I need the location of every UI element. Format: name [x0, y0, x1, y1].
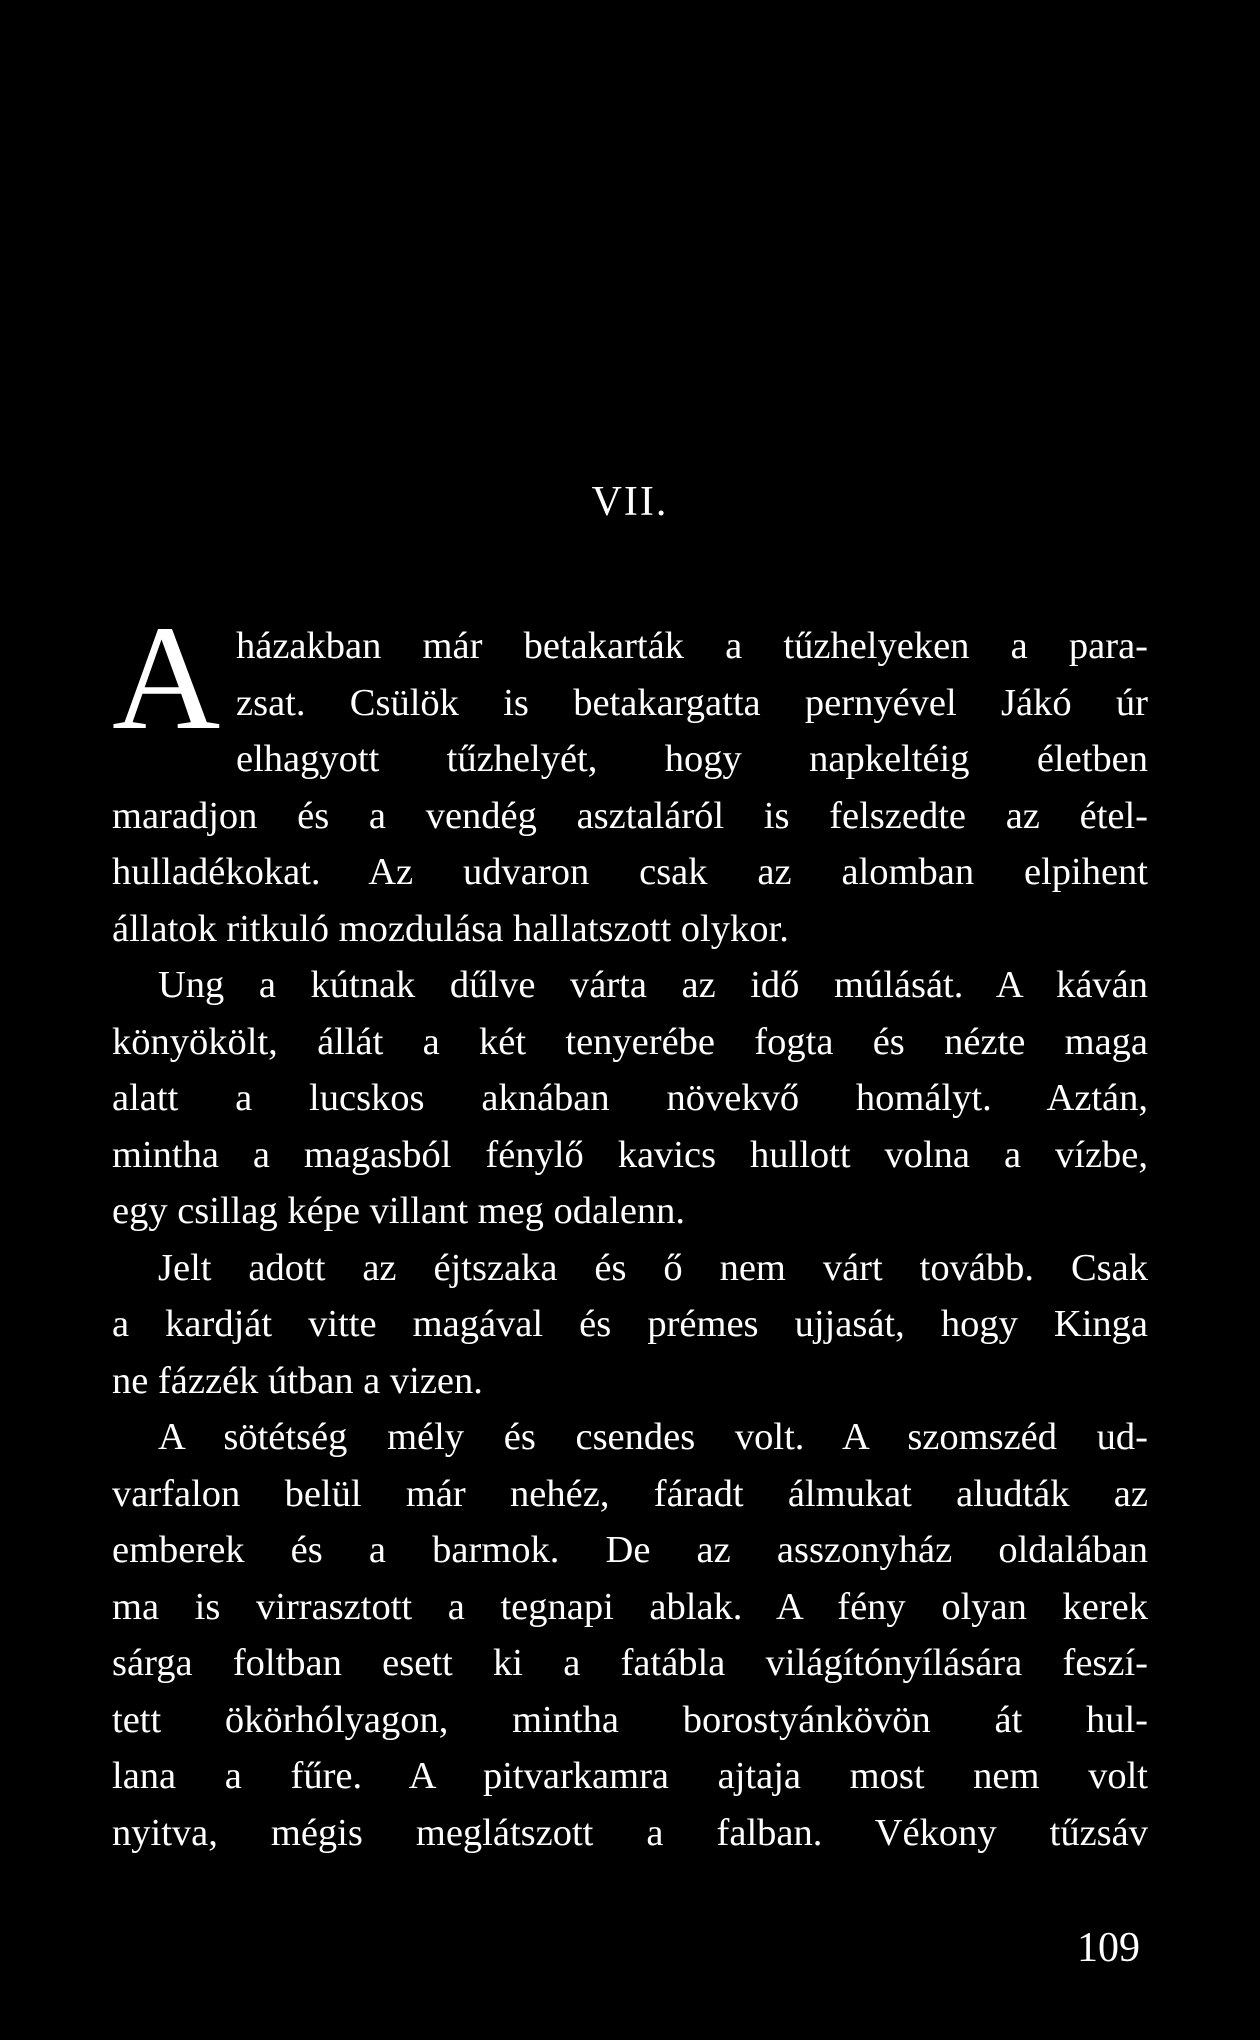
- text-line: sárga foltban esett ki a fatábla világítónyílására feszí-: [112, 1642, 1148, 1684]
- text-line: könyökölt, állát a két tenyerébe fogta és nézte maga: [112, 1020, 1148, 1063]
- page-number: 109: [1077, 1925, 1140, 1971]
- text-line: ne fázzék útban a vizen.: [112, 1359, 483, 1402]
- text-line: maradjon és a vendég asztaláról is felszedte az étel-: [112, 794, 1148, 837]
- paragraph-2: [112, 957, 1148, 1240]
- text-line: Jelt adott az éjtszaka és ő nem várt tovább. Csak: [158, 1246, 1148, 1289]
- text-line: zsat. Csülök is betakargatta pernyével Jákó úr: [236, 681, 1148, 724]
- text-line: tett ökörhólyagon, mintha borostyánkövön át hul-: [112, 1698, 1148, 1741]
- chapter-title: VII.: [591, 479, 669, 525]
- text-line: nyitva, mégis meglátszott a falban. Vékony tűzsáv: [112, 1811, 1148, 1854]
- body-text: [112, 618, 1148, 1861]
- text-line: Ung a kútnak dűlve várta az idő múlását. A káván: [158, 964, 1148, 1006]
- text-line: hulladékokat. Az udvaron csak az alomban elpihent: [112, 851, 1148, 893]
- paragraph-4: [112, 1409, 1148, 1861]
- paragraph-1: [112, 618, 1148, 957]
- drop-cap: A: [112, 595, 221, 761]
- text-line: ma is virrasztott a tegnapi ablak. A fény olyan kerek: [112, 1585, 1148, 1628]
- text-line: mintha a magasból fénylő kavics hullott volna a vízbe,: [112, 1133, 1148, 1176]
- text-line: emberek és a barmok. De az asszonyház oldalában: [112, 1529, 1148, 1571]
- text-line: alatt a lucskos aknában növekvő homályt. Aztán,: [112, 1077, 1148, 1119]
- text-line: lana a fűre. A pitvarkamra ajtaja most nem volt: [112, 1755, 1148, 1797]
- text-line: a kardját vitte magával és prémes ujjasát, hogy Kinga: [112, 1303, 1148, 1345]
- text-line: elhagyott tűzhelyét, hogy napkeltéig életben: [236, 738, 1148, 780]
- text-line: A sötétség mély és csendes volt. A szomszéd ud-: [158, 1416, 1148, 1458]
- text-line: varfalon belül már nehéz, fáradt álmukat aludták az: [112, 1472, 1148, 1515]
- text-line: állatok ritkuló mozdulása hallatszott olykor.: [112, 907, 789, 950]
- text-line: házakban már betakarták a tűzhelyeken a para-: [236, 625, 1148, 667]
- text-line: egy csillag képe villant meg odalenn.: [112, 1190, 686, 1232]
- paragraph-3: [112, 1240, 1148, 1410]
